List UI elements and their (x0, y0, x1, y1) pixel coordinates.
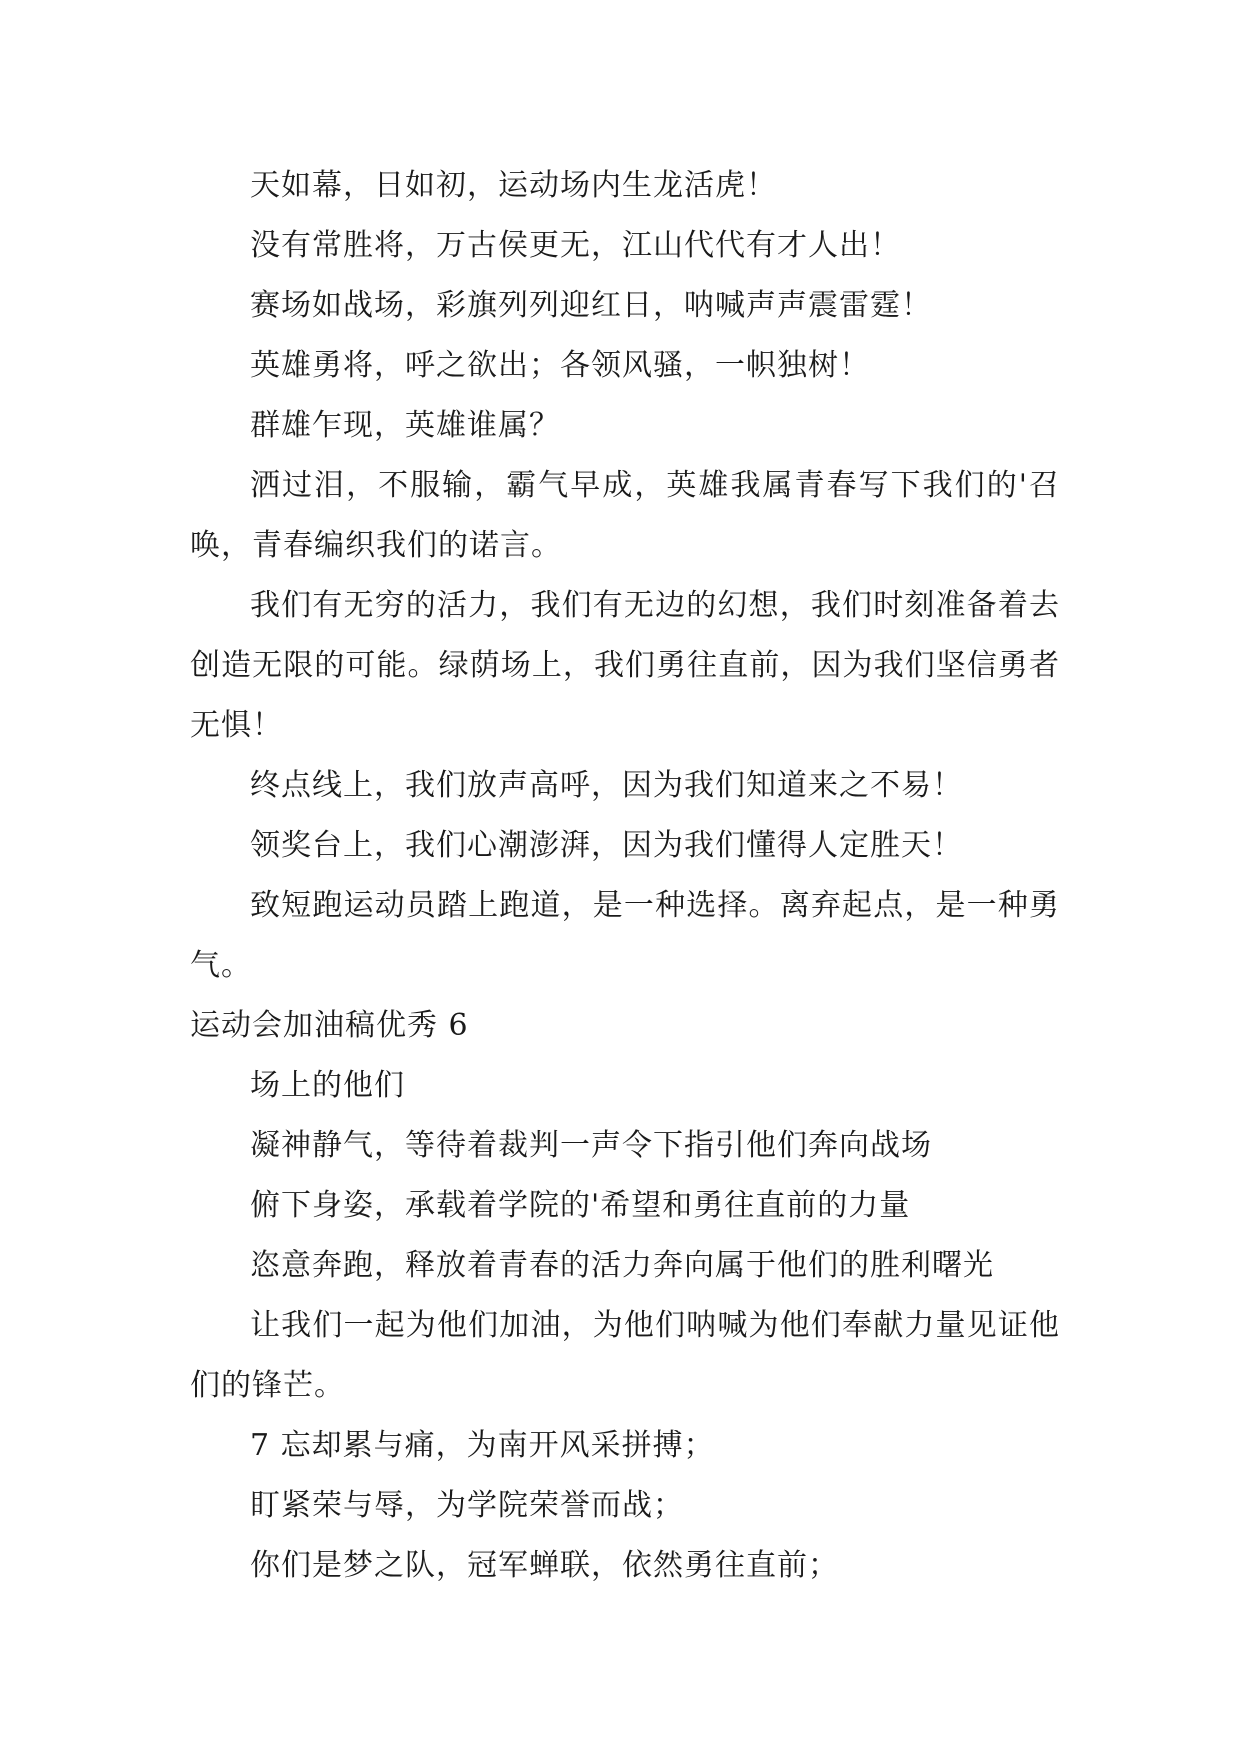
paragraph: 赛场如战场，彩旗列列迎红日，呐喊声声震雷霆！ (250, 288, 932, 323)
paragraph: 场上的他们 (250, 1068, 405, 1103)
paragraph: 俯下身姿，承载着学院的'希望和勇往直前的力量 (250, 1188, 911, 1223)
paragraph: 没有常胜将，万古侯更无，江山代代有才人出！ (250, 228, 901, 263)
paragraph: 领奖台上，我们心潮澎湃，因为我们懂得人定胜天！ (250, 828, 963, 863)
text-body (190, 156, 1060, 1596)
paragraph: 洒过泪，不服输，霸气早成，英雄我属青春写下我们的'召唤，青春编织我们的诺言。 (190, 468, 1060, 563)
section-heading: 运动会加油稿优秀 6 (190, 1008, 469, 1043)
paragraph: 盯紧荣与辱，为学院荣誉而战； (250, 1488, 684, 1523)
paragraph: 我们有无穷的活力，我们有无边的幻想，我们时刻准备着去创造无限的可能。绿荫场上，我们勇往直前，因为我们坚信勇者无惧！ (190, 588, 1060, 743)
paragraph: 群雄乍现，英雄谁属？ (250, 408, 560, 443)
paragraph: 凝神静气，等待着裁判一声令下指引他们奔向战场 (250, 1128, 932, 1163)
paragraph: 让我们一起为他们加油，为他们呐喊为他们奉献力量见证他们的锋芒。 (190, 1308, 1060, 1403)
paragraph: 天如幕，日如初，运动场内生龙活虎！ (250, 168, 777, 203)
paragraph: 终点线上，我们放声高呼，因为我们知道来之不易！ (250, 768, 963, 803)
paragraph: 英雄勇将，呼之欲出；各领风骚，一帜独树！ (250, 348, 870, 383)
paragraph: 你们是梦之队，冠军蝉联，依然勇往直前； (250, 1548, 839, 1583)
paragraph: 7 忘却累与痛，为南开风采拼搏； (250, 1428, 715, 1463)
paragraph: 致短跑运动员踏上跑道，是一种选择。离弃起点，是一种勇气。 (190, 888, 1060, 983)
paragraph: 恣意奔跑，释放着青春的活力奔向属于他们的胜利曙光 (250, 1248, 994, 1283)
